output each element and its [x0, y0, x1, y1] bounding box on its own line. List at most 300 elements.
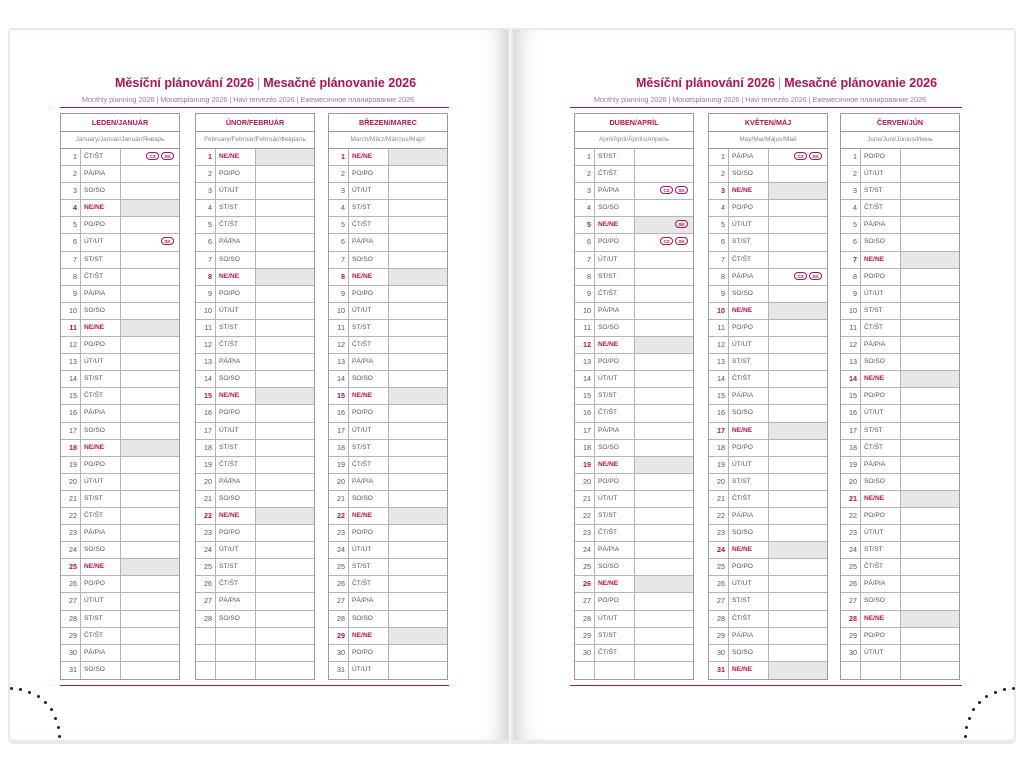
note-cell[interactable] — [121, 234, 179, 250]
day-row[interactable] — [61, 593, 179, 610]
day-row[interactable] — [196, 662, 314, 679]
note-cell[interactable] — [256, 405, 314, 421]
note-cell[interactable] — [121, 645, 179, 661]
note-cell[interactable] — [389, 234, 447, 250]
day-row[interactable] — [709, 354, 827, 371]
note-cell[interactable] — [901, 354, 959, 370]
day-row[interactable] — [61, 559, 179, 576]
note-cell[interactable] — [769, 303, 827, 319]
day-row[interactable] — [196, 457, 314, 474]
note-cell[interactable] — [121, 542, 179, 558]
day-row[interactable] — [709, 200, 827, 217]
note-cell[interactable] — [769, 559, 827, 575]
note-cell[interactable] — [769, 354, 827, 370]
day-row[interactable] — [61, 440, 179, 457]
day-row[interactable] — [196, 337, 314, 354]
day-row[interactable] — [841, 593, 959, 610]
day-row[interactable] — [61, 508, 179, 525]
note-cell[interactable] — [121, 183, 179, 199]
day-row[interactable] — [196, 166, 314, 183]
note-cell[interactable] — [635, 576, 693, 592]
day-row[interactable] — [841, 337, 959, 354]
note-cell[interactable] — [256, 337, 314, 353]
day-row[interactable] — [61, 269, 179, 286]
day-row[interactable] — [196, 183, 314, 200]
note-cell[interactable] — [901, 286, 959, 302]
note-cell[interactable] — [121, 662, 179, 679]
day-row[interactable] — [196, 371, 314, 388]
day-row[interactable] — [709, 183, 827, 200]
day-row[interactable] — [61, 542, 179, 559]
note-cell[interactable] — [256, 559, 314, 575]
note-cell[interactable] — [389, 166, 447, 182]
note-cell[interactable] — [256, 269, 314, 285]
day-row[interactable] — [575, 525, 693, 542]
note-cell[interactable] — [769, 183, 827, 199]
day-row[interactable] — [709, 388, 827, 405]
day-row[interactable] — [575, 576, 693, 593]
note-cell[interactable] — [635, 559, 693, 575]
day-row[interactable] — [709, 457, 827, 474]
day-row[interactable] — [575, 252, 693, 269]
day-row[interactable] — [841, 440, 959, 457]
note-cell[interactable] — [389, 320, 447, 336]
note-cell[interactable] — [769, 388, 827, 404]
day-row[interactable] — [61, 491, 179, 508]
day-row[interactable] — [575, 611, 693, 628]
note-cell[interactable] — [769, 423, 827, 439]
day-row[interactable] — [61, 337, 179, 354]
day-row[interactable] — [196, 525, 314, 542]
day-row[interactable] — [329, 200, 447, 217]
day-row[interactable] — [709, 149, 827, 166]
day-row[interactable] — [709, 252, 827, 269]
day-row[interactable] — [709, 166, 827, 183]
day-row[interactable] — [709, 371, 827, 388]
day-row[interactable] — [709, 337, 827, 354]
note-cell[interactable] — [121, 576, 179, 592]
note-cell[interactable] — [635, 303, 693, 319]
day-row[interactable] — [196, 303, 314, 320]
day-row[interactable] — [196, 628, 314, 645]
note-cell[interactable] — [635, 269, 693, 285]
note-cell[interactable] — [635, 217, 693, 233]
note-cell[interactable] — [635, 286, 693, 302]
day-row[interactable] — [196, 320, 314, 337]
day-row[interactable] — [329, 645, 447, 662]
note-cell[interactable] — [901, 252, 959, 268]
day-row[interactable] — [329, 662, 447, 679]
note-cell[interactable] — [121, 405, 179, 421]
note-cell[interactable] — [256, 234, 314, 250]
day-row[interactable] — [61, 149, 179, 166]
day-row[interactable] — [196, 491, 314, 508]
day-row[interactable] — [841, 457, 959, 474]
note-cell[interactable] — [121, 525, 179, 541]
day-row[interactable] — [196, 440, 314, 457]
day-row[interactable] — [575, 388, 693, 405]
day-row[interactable] — [196, 611, 314, 628]
note-cell[interactable] — [121, 252, 179, 268]
day-row[interactable] — [196, 508, 314, 525]
note-cell[interactable] — [769, 576, 827, 592]
note-cell[interactable] — [901, 166, 959, 182]
note-cell[interactable] — [389, 457, 447, 473]
day-row[interactable] — [196, 559, 314, 576]
note-cell[interactable] — [901, 371, 959, 387]
day-row[interactable] — [841, 423, 959, 440]
day-row[interactable] — [841, 269, 959, 286]
note-cell[interactable] — [121, 440, 179, 456]
note-cell[interactable] — [635, 200, 693, 216]
note-cell[interactable] — [121, 149, 179, 165]
day-row[interactable] — [61, 645, 179, 662]
note-cell[interactable] — [635, 423, 693, 439]
note-cell[interactable] — [635, 440, 693, 456]
day-row[interactable] — [329, 559, 447, 576]
day-row[interactable] — [709, 405, 827, 422]
note-cell[interactable] — [389, 440, 447, 456]
day-row[interactable] — [61, 166, 179, 183]
day-row[interactable] — [575, 303, 693, 320]
note-cell[interactable] — [769, 337, 827, 353]
day-row[interactable] — [841, 628, 959, 645]
note-cell[interactable] — [121, 611, 179, 627]
note-cell[interactable] — [901, 320, 959, 336]
note-cell[interactable] — [901, 200, 959, 216]
note-cell[interactable] — [389, 149, 447, 165]
day-row[interactable] — [575, 491, 693, 508]
day-row[interactable] — [61, 371, 179, 388]
note-cell[interactable] — [635, 388, 693, 404]
day-row[interactable] — [329, 576, 447, 593]
day-row[interactable] — [841, 320, 959, 337]
note-cell[interactable] — [389, 593, 447, 609]
day-row[interactable] — [196, 593, 314, 610]
note-cell[interactable] — [256, 200, 314, 216]
note-cell[interactable] — [635, 234, 693, 250]
day-row[interactable] — [841, 405, 959, 422]
note-cell[interactable] — [901, 457, 959, 473]
day-row[interactable] — [709, 525, 827, 542]
day-row[interactable] — [329, 337, 447, 354]
note-cell[interactable] — [901, 525, 959, 541]
day-row[interactable] — [841, 286, 959, 303]
note-cell[interactable] — [901, 149, 959, 165]
day-row[interactable] — [61, 252, 179, 269]
day-row[interactable] — [841, 303, 959, 320]
note-cell[interactable] — [769, 611, 827, 627]
day-row[interactable] — [575, 628, 693, 645]
note-cell[interactable] — [256, 457, 314, 473]
note-cell[interactable] — [635, 320, 693, 336]
note-cell[interactable] — [901, 491, 959, 507]
note-cell[interactable] — [635, 542, 693, 558]
day-row[interactable] — [575, 149, 693, 166]
note-cell[interactable] — [635, 474, 693, 490]
day-row[interactable] — [329, 252, 447, 269]
note-cell[interactable] — [256, 611, 314, 627]
day-row[interactable] — [575, 166, 693, 183]
day-row[interactable] — [61, 286, 179, 303]
day-row[interactable] — [841, 354, 959, 371]
note-cell[interactable] — [389, 525, 447, 541]
note-cell[interactable] — [901, 474, 959, 490]
note-cell[interactable] — [769, 645, 827, 661]
note-cell[interactable] — [389, 200, 447, 216]
day-row[interactable] — [329, 423, 447, 440]
note-cell[interactable] — [256, 440, 314, 456]
day-row[interactable] — [709, 286, 827, 303]
note-cell[interactable] — [121, 457, 179, 473]
note-cell[interactable] — [901, 303, 959, 319]
note-cell[interactable] — [256, 542, 314, 558]
day-row[interactable] — [61, 303, 179, 320]
note-cell[interactable] — [769, 234, 827, 250]
day-row[interactable] — [329, 593, 447, 610]
day-row[interactable] — [575, 457, 693, 474]
day-row[interactable] — [575, 559, 693, 576]
day-row[interactable] — [841, 576, 959, 593]
day-row[interactable] — [329, 542, 447, 559]
day-row[interactable] — [709, 234, 827, 251]
day-row[interactable] — [329, 440, 447, 457]
note-cell[interactable] — [256, 354, 314, 370]
day-row[interactable] — [709, 474, 827, 491]
day-row[interactable] — [329, 303, 447, 320]
day-row[interactable] — [575, 217, 693, 234]
note-cell[interactable] — [901, 508, 959, 524]
day-row[interactable] — [196, 200, 314, 217]
day-row[interactable] — [329, 354, 447, 371]
day-row[interactable] — [841, 645, 959, 662]
note-cell[interactable] — [389, 286, 447, 302]
day-row[interactable] — [575, 371, 693, 388]
note-cell[interactable] — [769, 662, 827, 679]
note-cell[interactable] — [256, 252, 314, 268]
day-row[interactable] — [841, 183, 959, 200]
day-row[interactable] — [709, 303, 827, 320]
day-row[interactable] — [575, 337, 693, 354]
note-cell[interactable] — [389, 559, 447, 575]
note-cell[interactable] — [256, 217, 314, 233]
note-cell[interactable] — [256, 149, 314, 165]
day-row[interactable] — [61, 405, 179, 422]
day-row[interactable] — [575, 234, 693, 251]
day-row[interactable] — [329, 286, 447, 303]
note-cell[interactable] — [256, 388, 314, 404]
day-row[interactable] — [329, 405, 447, 422]
day-row[interactable] — [575, 440, 693, 457]
note-cell[interactable] — [121, 559, 179, 575]
day-row[interactable] — [61, 217, 179, 234]
day-row[interactable] — [575, 542, 693, 559]
day-row[interactable] — [329, 508, 447, 525]
day-row[interactable] — [709, 611, 827, 628]
note-cell[interactable] — [769, 525, 827, 541]
note-cell[interactable] — [389, 628, 447, 644]
note-cell[interactable] — [901, 645, 959, 661]
note-cell[interactable] — [389, 217, 447, 233]
day-row[interactable] — [196, 354, 314, 371]
note-cell[interactable] — [901, 423, 959, 439]
note-cell[interactable] — [769, 286, 827, 302]
day-row[interactable] — [61, 320, 179, 337]
note-cell[interactable] — [121, 474, 179, 490]
day-row[interactable] — [329, 525, 447, 542]
note-cell[interactable] — [121, 337, 179, 353]
day-row[interactable] — [575, 405, 693, 422]
note-cell[interactable] — [389, 269, 447, 285]
note-cell[interactable] — [901, 662, 959, 679]
day-row[interactable] — [61, 200, 179, 217]
day-row[interactable] — [709, 491, 827, 508]
note-cell[interactable] — [769, 457, 827, 473]
note-cell[interactable] — [635, 628, 693, 644]
day-row[interactable] — [196, 423, 314, 440]
note-cell[interactable] — [769, 593, 827, 609]
day-row[interactable] — [196, 576, 314, 593]
day-row[interactable] — [841, 388, 959, 405]
day-row[interactable] — [61, 474, 179, 491]
note-cell[interactable] — [256, 662, 314, 679]
note-cell[interactable] — [901, 234, 959, 250]
note-cell[interactable] — [121, 508, 179, 524]
day-row[interactable] — [329, 628, 447, 645]
day-row[interactable] — [196, 149, 314, 166]
day-row[interactable] — [709, 542, 827, 559]
day-row[interactable] — [329, 388, 447, 405]
day-row[interactable] — [329, 166, 447, 183]
note-cell[interactable] — [121, 320, 179, 336]
day-row[interactable] — [196, 217, 314, 234]
note-cell[interactable] — [635, 405, 693, 421]
day-row[interactable] — [841, 149, 959, 166]
note-cell[interactable] — [256, 645, 314, 661]
day-row[interactable] — [196, 388, 314, 405]
note-cell[interactable] — [389, 576, 447, 592]
day-row[interactable] — [841, 166, 959, 183]
day-row[interactable] — [61, 388, 179, 405]
day-row[interactable] — [329, 474, 447, 491]
note-cell[interactable] — [769, 200, 827, 216]
day-row[interactable] — [329, 491, 447, 508]
note-cell[interactable] — [901, 269, 959, 285]
note-cell[interactable] — [256, 576, 314, 592]
day-row[interactable] — [196, 234, 314, 251]
note-cell[interactable] — [256, 423, 314, 439]
day-row[interactable] — [575, 474, 693, 491]
day-row[interactable] — [709, 593, 827, 610]
note-cell[interactable] — [901, 611, 959, 627]
day-row[interactable] — [575, 662, 693, 679]
day-row[interactable] — [329, 320, 447, 337]
note-cell[interactable] — [635, 149, 693, 165]
day-row[interactable] — [196, 252, 314, 269]
note-cell[interactable] — [769, 149, 827, 165]
day-row[interactable] — [61, 234, 179, 251]
note-cell[interactable] — [635, 611, 693, 627]
day-row[interactable] — [196, 542, 314, 559]
note-cell[interactable] — [121, 286, 179, 302]
note-cell[interactable] — [256, 303, 314, 319]
day-row[interactable] — [575, 183, 693, 200]
note-cell[interactable] — [769, 628, 827, 644]
day-row[interactable] — [61, 662, 179, 679]
note-cell[interactable] — [635, 354, 693, 370]
day-row[interactable] — [196, 645, 314, 662]
note-cell[interactable] — [389, 405, 447, 421]
note-cell[interactable] — [389, 388, 447, 404]
day-row[interactable] — [329, 457, 447, 474]
note-cell[interactable] — [256, 628, 314, 644]
day-row[interactable] — [61, 628, 179, 645]
note-cell[interactable] — [389, 474, 447, 490]
note-cell[interactable] — [256, 525, 314, 541]
day-row[interactable] — [841, 252, 959, 269]
note-cell[interactable] — [389, 183, 447, 199]
note-cell[interactable] — [769, 166, 827, 182]
day-row[interactable] — [841, 611, 959, 628]
day-row[interactable] — [841, 234, 959, 251]
day-row[interactable] — [709, 559, 827, 576]
note-cell[interactable] — [121, 166, 179, 182]
day-row[interactable] — [841, 662, 959, 679]
note-cell[interactable] — [635, 337, 693, 353]
note-cell[interactable] — [901, 542, 959, 558]
day-row[interactable] — [575, 354, 693, 371]
day-row[interactable] — [841, 491, 959, 508]
day-row[interactable] — [841, 559, 959, 576]
note-cell[interactable] — [256, 474, 314, 490]
note-cell[interactable] — [901, 183, 959, 199]
note-cell[interactable] — [635, 491, 693, 507]
note-cell[interactable] — [256, 508, 314, 524]
day-row[interactable] — [196, 474, 314, 491]
day-row[interactable] — [61, 576, 179, 593]
note-cell[interactable] — [635, 183, 693, 199]
day-row[interactable] — [196, 286, 314, 303]
note-cell[interactable] — [121, 628, 179, 644]
note-cell[interactable] — [389, 645, 447, 661]
note-cell[interactable] — [769, 252, 827, 268]
day-row[interactable] — [61, 423, 179, 440]
note-cell[interactable] — [121, 388, 179, 404]
note-cell[interactable] — [121, 200, 179, 216]
note-cell[interactable] — [769, 371, 827, 387]
note-cell[interactable] — [901, 628, 959, 644]
note-cell[interactable] — [389, 354, 447, 370]
note-cell[interactable] — [769, 542, 827, 558]
note-cell[interactable] — [635, 457, 693, 473]
note-cell[interactable] — [769, 508, 827, 524]
day-row[interactable] — [61, 611, 179, 628]
note-cell[interactable] — [635, 662, 693, 679]
day-row[interactable] — [61, 525, 179, 542]
day-row[interactable] — [709, 645, 827, 662]
note-cell[interactable] — [389, 423, 447, 439]
note-cell[interactable] — [769, 474, 827, 490]
day-row[interactable] — [841, 525, 959, 542]
note-cell[interactable] — [256, 491, 314, 507]
note-cell[interactable] — [256, 286, 314, 302]
note-cell[interactable] — [121, 217, 179, 233]
day-row[interactable] — [575, 286, 693, 303]
day-row[interactable] — [709, 320, 827, 337]
note-cell[interactable] — [121, 371, 179, 387]
note-cell[interactable] — [635, 371, 693, 387]
day-row[interactable] — [841, 542, 959, 559]
